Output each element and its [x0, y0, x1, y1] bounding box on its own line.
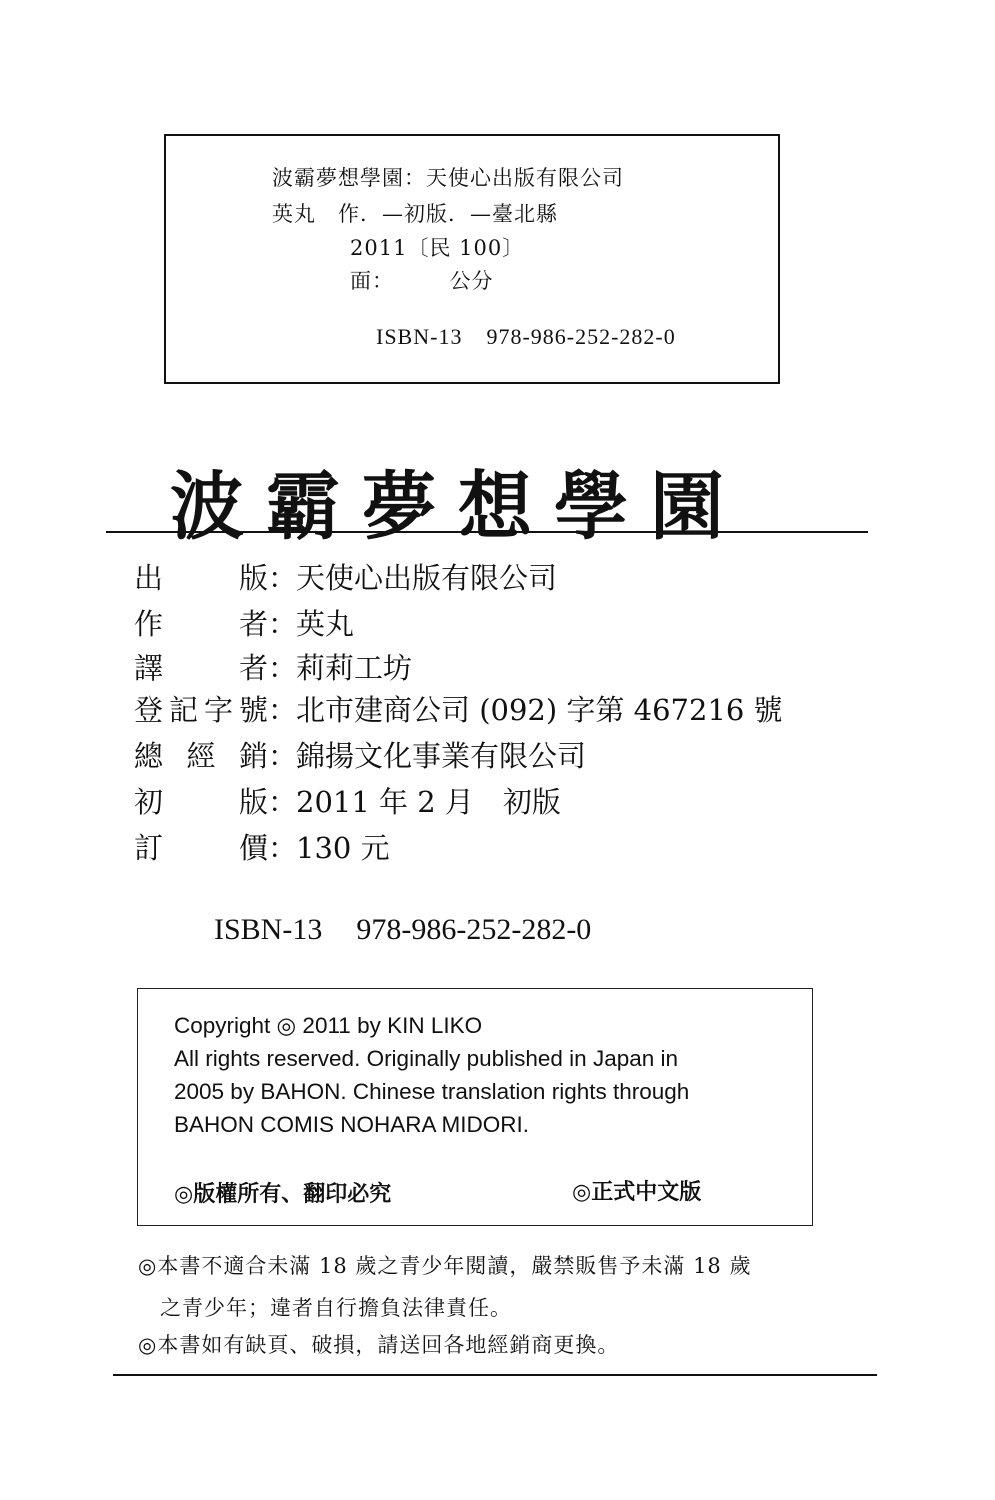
info-colon: ：: [268, 831, 298, 865]
bottom-divider: [113, 1374, 877, 1376]
copyright-text: [174, 1009, 794, 1141]
cip-isbn-line: [350, 298, 676, 376]
info-colon: ：: [268, 607, 298, 641]
copyright-box: [137, 988, 813, 1226]
cip-year-line: 2011〔民 100〕: [350, 236, 525, 260]
title-divider: [106, 531, 868, 533]
isbn-value: 978-986-252-282-0: [356, 913, 592, 946]
info-row-price: [134, 826, 390, 866]
cip-title-line: 波霸夢想學園：天使心出版有限公司: [272, 166, 624, 190]
info-value: 莉莉工坊: [296, 651, 413, 685]
cip-author-line: 英丸 作．—初版．—臺北縣: [272, 202, 558, 226]
info-row-edition: [134, 780, 561, 820]
all-rights-reserved-note: ◎版權所有、翻印必究: [174, 1182, 392, 1207]
info-value: 錦揚文化事業有限公司: [296, 739, 587, 773]
cip-isbn-label: ISBN-13: [376, 324, 463, 349]
cip-isbn-value: 978-986-252-282-0: [486, 324, 676, 349]
info-colon: ：: [268, 693, 298, 727]
cip-pages-line: 面： 公分: [350, 269, 494, 293]
info-label: 出版: [134, 561, 268, 595]
copyright-line: 2005 by BAHON. Chinese translation rights through: [174, 1079, 690, 1104]
copyright-line: BAHON COMIS NOHARA MIDORI.: [174, 1112, 530, 1137]
info-colon: ：: [268, 785, 298, 819]
age-restriction-notice: ◎本書不適合未滿 18 歲之青少年閱讀，嚴禁販售予未滿 18 歲: [138, 1254, 752, 1278]
copyright-line: Copyright ◎ 2011 by KIN LIKO: [174, 1013, 483, 1038]
info-colon: ：: [268, 651, 298, 685]
info-label: 初版: [134, 785, 268, 819]
info-label: 登記字號: [134, 693, 268, 727]
info-row-distributor: [134, 734, 586, 774]
info-label: 訂價: [134, 831, 268, 865]
info-value: 北市建商公司 (092) 字第 467216 號: [296, 693, 783, 727]
info-colon: ：: [268, 561, 298, 595]
cip-catalog-box: [164, 134, 780, 384]
info-colon: ：: [268, 739, 298, 773]
info-value: 天使心出版有限公司: [296, 561, 558, 595]
info-value: 130 元: [296, 831, 390, 865]
info-label: 總經銷: [134, 739, 268, 773]
info-label: 作者: [134, 607, 268, 641]
info-row-registration: [134, 688, 783, 728]
age-restriction-notice-cont: 之青少年；違者自行擔負法律責任。: [160, 1296, 512, 1320]
defect-exchange-notice: ◎本書如有缺頁、破損，請送回各地經銷商更換。: [138, 1333, 620, 1357]
info-value: 2011 年 2 月 初版: [296, 785, 561, 819]
isbn-line: [214, 913, 591, 947]
info-label: 譯者: [134, 651, 268, 685]
isbn-label: ISBN-13: [214, 913, 323, 946]
info-row-author: [134, 602, 354, 642]
book-title: 波霸夢想學園: [170, 464, 746, 550]
info-value: 英丸: [296, 607, 355, 641]
copyright-line: All rights reserved. Originally published in Japan in: [174, 1046, 679, 1071]
official-edition-note: ◎正式中文版: [572, 1180, 702, 1205]
info-row-translator: [134, 646, 412, 686]
info-row-publisher: [134, 556, 557, 596]
